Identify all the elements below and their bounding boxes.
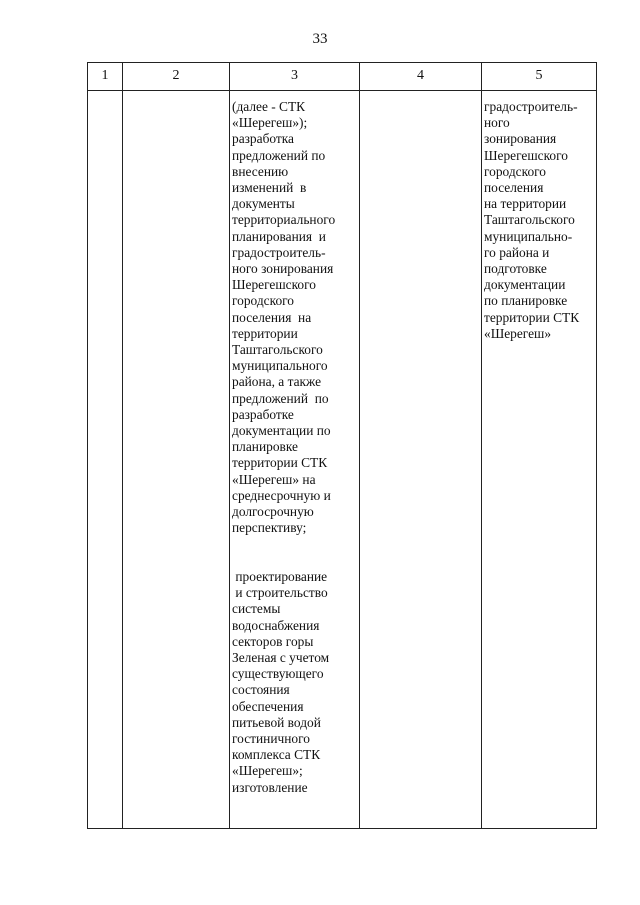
- cell-col2: [123, 91, 230, 829]
- cell-col3: [230, 91, 360, 829]
- header-cell-1: 1: [88, 63, 123, 91]
- cell-col1-text: [88, 91, 122, 99]
- header-cell-5: 5: [482, 63, 597, 91]
- cell-col3-text: (далее - СТК «Шерегеш»); разработка предложений по внесению изменений в документы территориального планирования и градостроитель- ного зонирования Шерегешского городского поселения на территории Таштагольского муниципального района, а также предложений по разработке документации по планировке территории СТК «Шерегеш» на среднесрочную и долгосрочную перспективу; проектирование и строительство системы водоснабжения секторов горы Зеленая с учетом существующего состояния обеспечения питьевой водой гостиничного комплекса СТК «Шерегеш»; изготовление: [232, 99, 336, 795]
- header-cell-4: 4: [360, 63, 482, 91]
- cell-col4: [360, 91, 482, 829]
- cell-col4-text: [360, 91, 481, 99]
- table-row: [88, 91, 597, 829]
- header-cell-3: 3: [230, 63, 360, 91]
- table-header-row: [88, 63, 597, 91]
- document-table: [87, 62, 597, 829]
- page-number: 33: [312, 31, 328, 47]
- cell-col5: [482, 91, 597, 829]
- cell-col5-text: градостроитель- ного зонирования Шерегешского городского поселения на территории Таштагольского муниципально- го района и подготовке документации по планировке территории СТК «Шерегеш»: [484, 99, 580, 341]
- cell-col1: [88, 91, 123, 829]
- header-cell-2: 2: [123, 63, 230, 91]
- cell-col2-text: [123, 91, 229, 99]
